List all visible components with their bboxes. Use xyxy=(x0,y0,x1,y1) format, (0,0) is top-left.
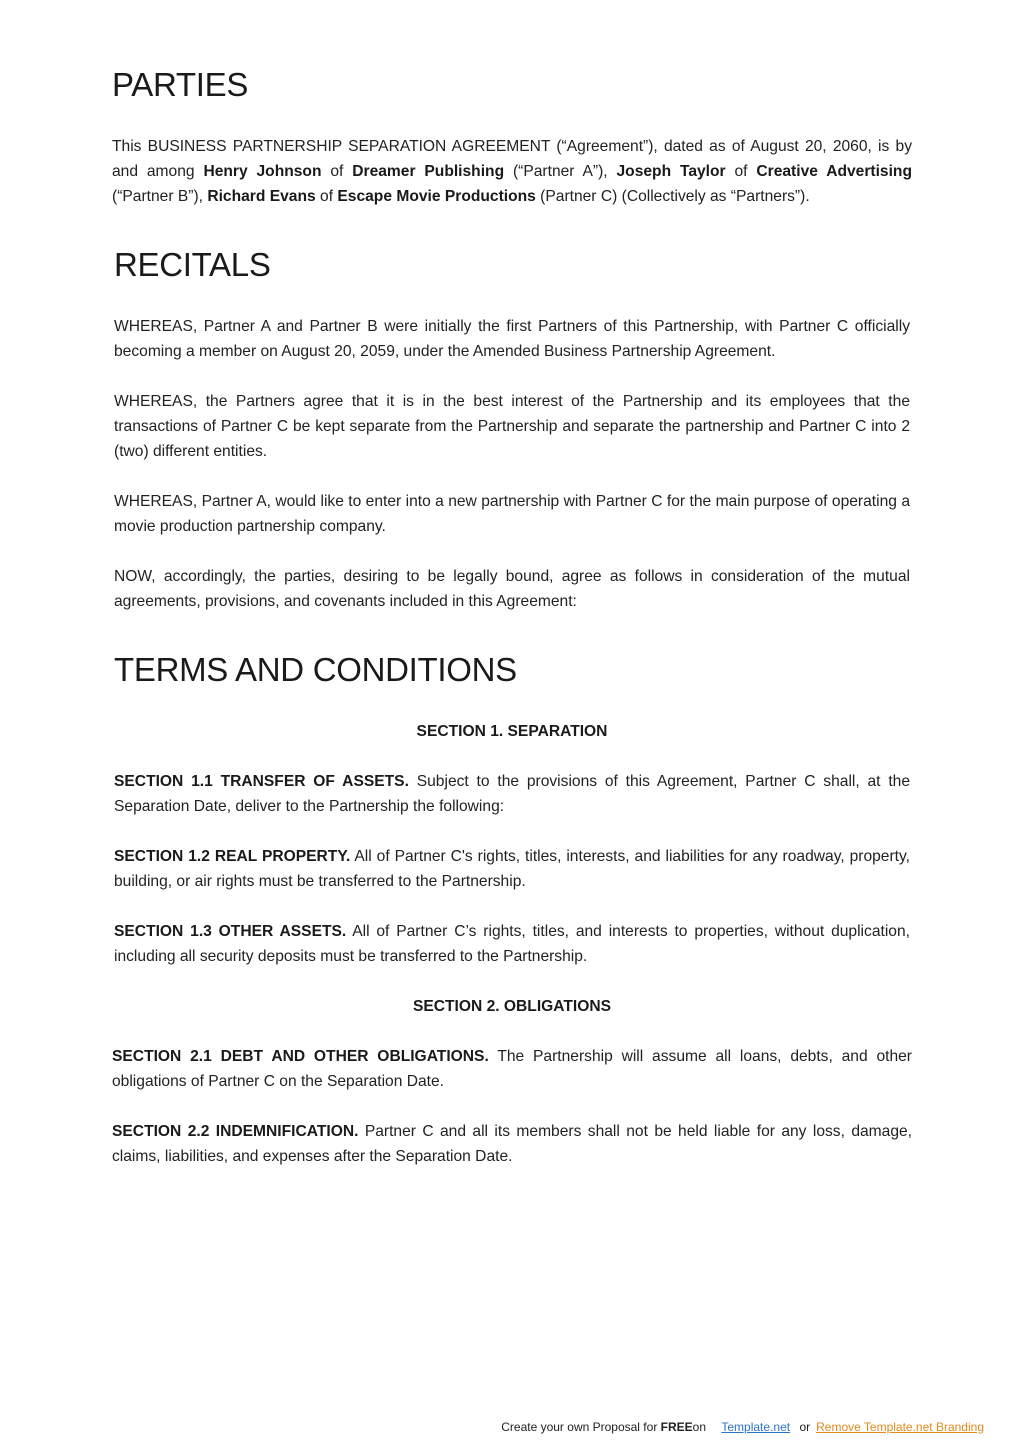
section-1-3-text: All of Partner C’s rights, titles, and interests to properties, without duplication, including all security deposits must be transferred to the Partnership. xyxy=(114,923,910,965)
recitals-heading: RECITALS xyxy=(114,246,271,283)
section-2-1-label: SECTION 2.1 DEBT AND OTHER OBLIGATIONS. xyxy=(112,1048,489,1065)
section-2-title: SECTION 2. OBLIGATIONS xyxy=(412,998,612,1015)
section-1-1-text: Subject to the provisions of this Agreement, Partner C shall, at the Separation Date, deliver to the Partnership the following: xyxy=(114,773,911,815)
of-text: of xyxy=(330,163,344,180)
of-text: of xyxy=(734,163,748,180)
partner-c-company: Escape Movie Productions xyxy=(337,188,536,205)
recital-paragraph-4: NOW, accordingly, the parties, desiring to be legally bound, agree as follows in consideration of the mutual agreements, provisions, and covenants included in this Agreement: xyxy=(114,568,910,610)
section-2-2 xyxy=(112,1119,912,1169)
recital-paragraph-3: WHEREAS, Partner A, would like to enter into a new partnership with Partner C for the main purpose of operating a movie production partnership company. xyxy=(114,493,910,535)
partner-a-label: (“Partner A”), xyxy=(512,163,608,180)
partner-b-label: (“Partner B”), xyxy=(112,188,203,205)
section-1-1 xyxy=(114,769,910,819)
section-1-3-label: SECTION 1.3 OTHER ASSETS. xyxy=(114,923,347,940)
section-1-2 xyxy=(114,844,910,894)
section-2-1 xyxy=(112,1044,912,1094)
of-text: of xyxy=(320,188,334,205)
section-1-title: SECTION 1. SEPARATION xyxy=(416,723,608,740)
template-net-link[interactable]: Template.net xyxy=(721,1420,791,1434)
section-1-1-label: SECTION 1.1 TRANSFER OF ASSETS. xyxy=(114,773,409,790)
section-2-1-text: The Partnership will assume all loans, debts, and other obligations of Partner C on the Separation Date. xyxy=(112,1048,912,1090)
remove-branding-link[interactable]: Remove Template.net Branding xyxy=(816,1420,984,1434)
footer-or: or xyxy=(799,1420,811,1434)
branding-footer xyxy=(0,1418,984,1436)
partner-c-name: Richard Evans xyxy=(207,188,316,205)
section-2-2-text: Partner C and all its members shall not be held liable for any loss, damage, claims, liabilities, and expenses after the Separation Date. xyxy=(112,1123,913,1165)
recital-paragraph-1: WHEREAS, Partner A and Partner B were initially the first Partners of this Partnership, with Partner C officially becoming a member on August 20, 2059, under the Amended Business Partnership Agreement. xyxy=(114,318,910,360)
section-1-2-text: All of Partner C's rights, titles, interests, and liabilities for any roadway, property, building, or air rights must be transferred to the Partnership. xyxy=(114,848,910,890)
section-1-2-label: SECTION 1.2 REAL PROPERTY. xyxy=(114,848,351,865)
parties-heading: PARTIES xyxy=(112,66,249,103)
footer-on: on xyxy=(692,1420,707,1434)
section-1-3 xyxy=(114,919,910,969)
terms-heading: TERMS AND CONDITIONS xyxy=(114,651,517,688)
partner-a-name: Henry Johnson xyxy=(203,163,322,180)
footer-prefix: Create your own Proposal for xyxy=(501,1420,658,1434)
partner-b-name: Joseph Taylor xyxy=(616,163,726,180)
footer-free: FREE xyxy=(660,1420,693,1434)
parties-paragraph xyxy=(112,134,912,209)
partner-b-company: Creative Advertising xyxy=(756,163,912,180)
parties-intro: This BUSINESS PARTNERSHIP SEPARATION AGREEMENT (“Agreement”), dated as of August 20, 2060, is by and among xyxy=(112,138,912,180)
partner-c-label: (Partner C) (Collectively as “Partners”). xyxy=(540,188,810,205)
partner-a-company: Dreamer Publishing xyxy=(352,163,505,180)
section-2-2-label: SECTION 2.2 INDEMNIFICATION. xyxy=(112,1123,359,1140)
recital-paragraph-2: WHEREAS, the Partners agree that it is in the best interest of the Partnership and its employees that the transactions of Partner C be kept separate from the Partnership and separate the partnership and Partner C into 2 (two) different entities. xyxy=(114,393,910,460)
